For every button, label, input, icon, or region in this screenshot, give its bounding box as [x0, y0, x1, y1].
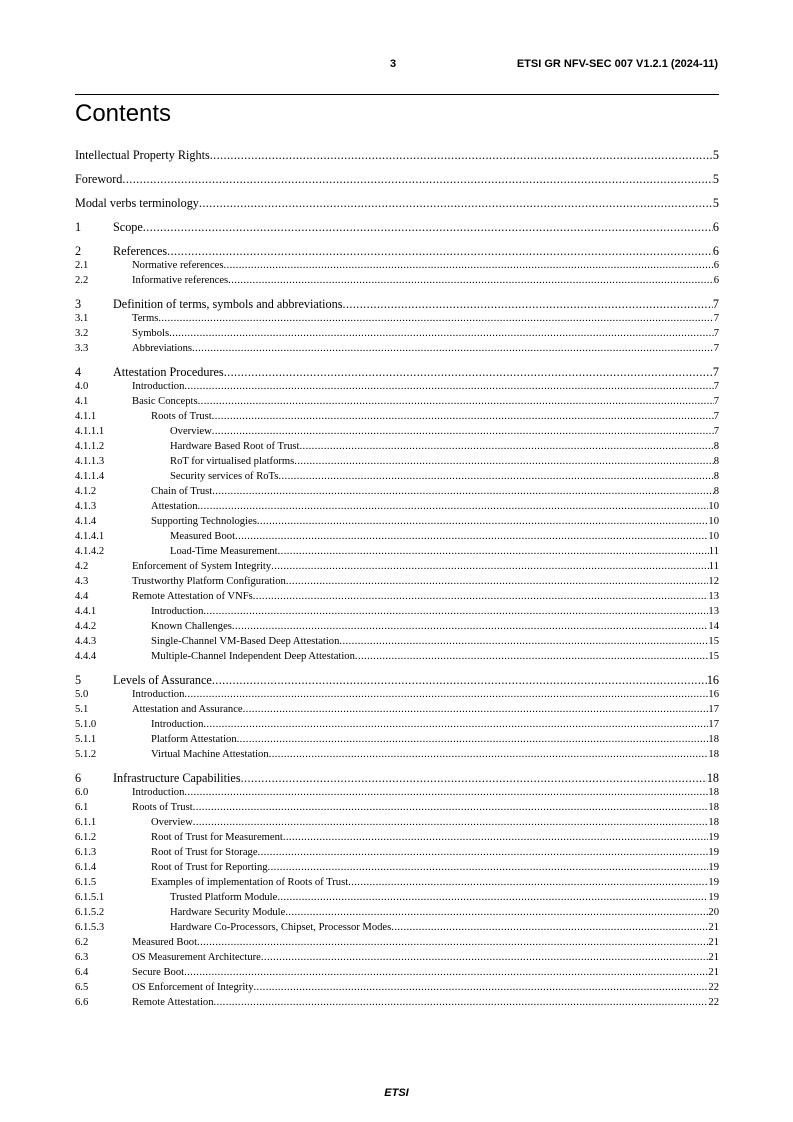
toc-entry-title: Modal verbs terminology — [75, 196, 199, 210]
toc-entry-page: 6 — [712, 244, 719, 258]
toc-entry-page: 19 — [708, 862, 719, 873]
toc-dot-leader — [343, 297, 713, 311]
toc-entry-number: 6.1.5.1 — [75, 892, 105, 903]
toc-entry-page: 5 — [712, 172, 719, 186]
toc-dot-leader — [278, 469, 713, 484]
toc-entry-number: 4.1.1 — [75, 411, 97, 422]
toc-entry-page: 7 — [713, 328, 719, 339]
toc-dot-leader — [212, 424, 714, 439]
toc-entry-title: Abbreviations — [132, 343, 193, 354]
toc-entry-number: 6.0 — [75, 787, 89, 798]
document-reference: ETSI GR NFV-SEC 007 V1.2.1 (2024-11) — [516, 58, 718, 70]
toc-entry[interactable] — [75, 559, 719, 574]
toc-entry-page: 7 — [713, 381, 719, 392]
toc-dot-leader — [199, 196, 713, 210]
toc-dot-leader — [198, 499, 709, 514]
toc-entry-number: 2.1 — [75, 260, 89, 271]
toc-entry-title: Definition of terms, symbols and abbreviations — [113, 297, 343, 311]
toc-entry[interactable] — [75, 980, 719, 995]
toc-entry-page: 15 — [708, 636, 719, 647]
toc-entry-title: Infrastructure Capabilities — [113, 771, 241, 785]
toc-entry-title: Root of Trust for Reporting — [151, 862, 268, 873]
toc-dot-leader — [355, 649, 709, 664]
toc-dot-leader — [269, 747, 709, 762]
toc-entry-page: 18 — [708, 749, 719, 760]
toc-entry[interactable] — [75, 950, 719, 965]
toc-entry[interactable] — [75, 196, 719, 210]
toc-entry-number: 5 — [75, 673, 82, 687]
toc-entry-page: 13 — [708, 591, 719, 602]
toc-entry-title: Overview — [151, 817, 193, 828]
toc-entry-number: 3 — [75, 297, 82, 311]
toc-dot-leader — [391, 920, 708, 935]
toc-entry-title: Load-Time Measurement — [170, 546, 278, 557]
toc-entry-page: 21 — [708, 922, 719, 933]
toc-entry-title: Attestation and Assurance — [132, 704, 243, 715]
toc-entry[interactable] — [75, 394, 719, 409]
toc-entry-number: 6 — [75, 771, 82, 785]
toc-entry-number: 4.4.1 — [75, 606, 97, 617]
toc-entry[interactable] — [75, 454, 719, 469]
footer-logo-text: ETSI — [384, 1087, 409, 1099]
toc-dot-leader — [158, 311, 713, 326]
toc-entry-page: 6 — [713, 275, 719, 286]
toc-entry-number: 6.1.4 — [75, 862, 97, 873]
toc-entry-number: 6.5 — [75, 982, 89, 993]
toc-entry-page: 5 — [712, 148, 719, 162]
toc-dot-leader — [198, 394, 714, 409]
toc-entry-page: 18 — [708, 802, 719, 813]
toc-entry-title: Secure Boot — [132, 967, 185, 978]
toc-entry[interactable] — [75, 514, 719, 529]
toc-entry[interactable] — [75, 619, 719, 634]
toc-entry-number: 6.6 — [75, 997, 89, 1008]
toc-dot-leader — [283, 830, 709, 845]
toc-dot-leader — [210, 148, 713, 162]
toc-entry-number: 4.1.1.1 — [75, 426, 105, 437]
toc-entry-number: 4.3 — [75, 576, 89, 587]
toc-entry-number: 2 — [75, 244, 82, 258]
toc-entry-page: 18 — [706, 771, 719, 785]
toc-entry[interactable] — [75, 326, 719, 341]
toc-dot-leader — [203, 717, 708, 732]
toc-entry-number: 5.0 — [75, 689, 89, 700]
toc-entry-number: 6.1.5.3 — [75, 922, 105, 933]
toc-entry-page: 7 — [713, 396, 719, 407]
toc-entry-title: Foreword — [75, 172, 123, 186]
toc-entry-number: 6.1.5.2 — [75, 907, 105, 918]
toc-dot-leader — [261, 950, 709, 965]
toc-entry-page: 7 — [712, 297, 719, 311]
toc-entry[interactable] — [75, 409, 719, 424]
toc-entry[interactable] — [75, 297, 719, 311]
toc-entry-number: 3.2 — [75, 328, 89, 339]
toc-entry-title: Symbols — [132, 328, 170, 339]
toc-entry[interactable] — [75, 717, 719, 732]
toc-dot-leader — [212, 484, 713, 499]
toc-dot-leader — [237, 732, 709, 747]
toc-dot-leader — [348, 875, 708, 890]
toc-entry-title: Supporting Technologies — [151, 516, 257, 527]
toc-entry-title: RoT for virtualised platforms — [170, 456, 295, 467]
toc-entry-number: 4.1.1.2 — [75, 441, 105, 452]
toc-entry-number: 4.0 — [75, 381, 89, 392]
toc-entry-page: 21 — [708, 952, 719, 963]
toc-entry-title: Measured Boot — [132, 937, 198, 948]
toc-entry-number: 5.1.1 — [75, 734, 97, 745]
toc-dot-leader — [277, 890, 708, 905]
toc-entry-page: 14 — [708, 621, 719, 632]
toc-entry-page: 7 — [713, 411, 719, 422]
toc-entry[interactable] — [75, 424, 719, 439]
toc-dot-leader — [258, 845, 709, 860]
toc-entry-title: Introduction — [132, 787, 185, 798]
toc-dot-leader — [228, 273, 714, 288]
toc-entry[interactable] — [75, 771, 719, 785]
toc-entry-number: 6.3 — [75, 952, 89, 963]
toc-entry-number: 4 — [75, 365, 82, 379]
toc-entry-title: Overview — [170, 426, 212, 437]
toc-entry[interactable] — [75, 634, 719, 649]
toc-entry-title: Root of Trust for Measurement — [151, 832, 283, 843]
toc-entry-title: Multiple-Channel Independent Deep Attestation — [151, 651, 355, 662]
toc-entry-page: 19 — [708, 847, 719, 858]
toc-dot-leader — [224, 365, 713, 379]
toc-entry[interactable] — [75, 905, 719, 920]
toc-dot-leader — [253, 589, 709, 604]
toc-entry-page: 7 — [713, 426, 719, 437]
toc-entry[interactable] — [75, 747, 719, 762]
toc-entry[interactable] — [75, 785, 719, 800]
toc-entry-number: 1 — [75, 220, 82, 234]
toc-dot-leader — [294, 454, 713, 469]
toc-entry-page: 21 — [708, 967, 719, 978]
toc-entry-title: Roots of Trust — [151, 411, 212, 422]
toc-entry-number: 6.4 — [75, 967, 89, 978]
toc-entry-page: 11 — [708, 561, 719, 572]
toc-entry-page: 18 — [708, 787, 719, 798]
toc-dot-leader — [212, 409, 714, 424]
toc-dot-leader — [169, 326, 714, 341]
toc-entry[interactable] — [75, 732, 719, 747]
toc-entry-number: 4.4 — [75, 591, 89, 602]
toc-entry-page: 22 — [708, 982, 719, 993]
toc-entry-title: Trusted Platform Module — [170, 892, 278, 903]
header-rule — [75, 94, 719, 95]
toc-entry-page: 6 — [712, 220, 719, 234]
toc-entry-page: 6 — [713, 260, 719, 271]
toc-dot-leader — [241, 771, 707, 785]
toc-entry-number: 4.4.4 — [75, 651, 97, 662]
table-of-contents — [75, 148, 719, 1010]
toc-dot-leader — [285, 905, 708, 920]
toc-entry-title: Scope — [113, 220, 143, 234]
toc-entry-page: 8 — [713, 441, 719, 452]
toc-dot-leader — [143, 220, 713, 234]
toc-entry-title: Roots of Trust — [132, 802, 193, 813]
toc-dot-leader — [193, 800, 709, 815]
toc-entry-title: Terms — [132, 313, 159, 324]
toc-entry[interactable] — [75, 589, 719, 604]
toc-entry-title: Introduction — [151, 606, 204, 617]
toc-entry[interactable] — [75, 574, 719, 589]
toc-entry-title: Hardware Security Module — [170, 907, 286, 918]
toc-entry-page: 22 — [708, 997, 719, 1008]
toc-entry-title: Introduction — [151, 719, 204, 730]
toc-dot-leader — [214, 995, 709, 1010]
toc-entry-number: 4.1.4 — [75, 516, 97, 527]
toc-entry[interactable] — [75, 890, 719, 905]
toc-entry[interactable] — [75, 341, 719, 356]
toc-entry[interactable] — [75, 220, 719, 234]
toc-entry[interactable] — [75, 935, 719, 950]
toc-entry-title: Examples of implementation of Roots of Trust — [151, 877, 349, 888]
toc-dot-leader — [167, 244, 713, 258]
toc-entry-title: Introduction — [132, 381, 185, 392]
toc-entry-title: Introduction — [132, 689, 185, 700]
toc-entry-page: 17 — [708, 704, 719, 715]
toc-spacer — [75, 288, 719, 297]
toc-entry-number: 4.1.1.4 — [75, 471, 105, 482]
toc-entry-page: 18 — [708, 817, 719, 828]
toc-dot-leader — [192, 341, 714, 356]
toc-entry-number: 4.1.1.3 — [75, 456, 105, 467]
toc-entry-page: 10 — [708, 516, 719, 527]
toc-entry-title: Hardware Co-Processors, Chipset, Processor Modes — [170, 922, 392, 933]
toc-entry[interactable] — [75, 273, 719, 288]
toc-entry-title: References — [113, 244, 168, 258]
toc-entry-page: 7 — [713, 343, 719, 354]
toc-dot-leader — [243, 702, 709, 717]
toc-entry[interactable] — [75, 365, 719, 379]
toc-entry[interactable] — [75, 529, 719, 544]
toc-entry-title: Levels of Assurance — [113, 673, 212, 687]
toc-entry-page: 11 — [708, 546, 719, 557]
toc-entry[interactable] — [75, 965, 719, 980]
toc-entry-page: 8 — [713, 486, 719, 497]
toc-entry-number: 6.2 — [75, 937, 89, 948]
toc-entry-number: 5.1 — [75, 704, 89, 715]
toc-entry-page: 8 — [713, 456, 719, 467]
toc-entry-page: 19 — [708, 877, 719, 888]
toc-entry-page: 12 — [708, 576, 719, 587]
toc-dot-leader — [232, 619, 708, 634]
toc-entry-page: 20 — [708, 907, 719, 918]
page-number: 3 — [390, 58, 397, 70]
toc-entry[interactable] — [75, 439, 719, 454]
toc-spacer — [75, 234, 719, 244]
toc-dot-leader — [203, 604, 708, 619]
toc-entry[interactable] — [75, 649, 719, 664]
toc-entry-number: 4.2 — [75, 561, 89, 572]
toc-entry[interactable] — [75, 995, 719, 1010]
toc-entry-title: Remote Attestation — [132, 997, 214, 1008]
toc-entry-page: 19 — [708, 832, 719, 843]
toc-spacer — [75, 186, 719, 196]
toc-entry-title: Virtual Machine Attestation — [151, 749, 269, 760]
toc-spacer — [75, 210, 719, 220]
toc-entry-page: 7 — [713, 313, 719, 324]
toc-entry-title: Normative references — [132, 260, 224, 271]
toc-entry-page: 8 — [713, 471, 719, 482]
toc-entry-title: Security services of RoTs — [170, 471, 279, 482]
toc-entry[interactable] — [75, 800, 719, 815]
toc-dot-leader — [339, 634, 708, 649]
toc-entry[interactable] — [75, 379, 719, 394]
toc-entry[interactable] — [75, 604, 719, 619]
toc-entry-number: 4.1.4.2 — [75, 546, 105, 557]
toc-entry-page: 10 — [708, 531, 719, 542]
toc-entry-title: OS Measurement Architecture — [132, 952, 261, 963]
toc-entry[interactable] — [75, 499, 719, 514]
toc-entry-number: 5.1.2 — [75, 749, 97, 760]
toc-entry-number: 4.4.3 — [75, 636, 97, 647]
toc-entry-number: 4.4.2 — [75, 621, 97, 632]
toc-entry-number: 4.1.2 — [75, 486, 97, 497]
toc-entry-title: Enforcement of System Integrity — [132, 561, 272, 572]
toc-entry[interactable] — [75, 484, 719, 499]
toc-entry-title: Single-Channel VM-Based Deep Attestation — [151, 636, 340, 647]
toc-entry-title: Informative references — [132, 275, 229, 286]
toc-entry[interactable] — [75, 875, 719, 890]
toc-entry[interactable] — [75, 544, 719, 559]
toc-entry[interactable] — [75, 920, 719, 935]
toc-entry-page: 10 — [708, 501, 719, 512]
toc-entry-title: Hardware Based Root of Trust — [170, 441, 300, 452]
toc-entry-number: 3.1 — [75, 313, 89, 324]
toc-entry[interactable] — [75, 311, 719, 326]
page-title: Contents — [75, 100, 172, 127]
toc-entry-title: Remote Attestation of VNFs — [132, 591, 253, 602]
toc-dot-leader — [184, 379, 713, 394]
toc-entry-title: Attestation — [151, 501, 198, 512]
toc-entry-page: 5 — [712, 196, 719, 210]
toc-entry-page: 16 — [706, 673, 719, 687]
toc-entry[interactable] — [75, 469, 719, 484]
toc-dot-leader — [235, 529, 708, 544]
toc-entry[interactable] — [75, 860, 719, 875]
toc-entry-page: 18 — [708, 734, 719, 745]
toc-entry-page: 17 — [708, 719, 719, 730]
toc-entry-title: Attestation Procedures — [113, 365, 224, 379]
toc-entry-number: 6.1 — [75, 802, 89, 813]
toc-dot-leader — [197, 935, 708, 950]
toc-entry-page: 21 — [708, 937, 719, 948]
toc-entry[interactable] — [75, 702, 719, 717]
toc-dot-leader — [212, 673, 707, 687]
toc-entry-title: OS Enforcement of Integrity — [132, 982, 254, 993]
toc-dot-leader — [223, 258, 713, 273]
toc-entry-number: 4.1 — [75, 396, 89, 407]
toc-entry-title: Chain of Trust — [151, 486, 213, 497]
toc-spacer — [75, 664, 719, 673]
toc-entry[interactable] — [75, 687, 719, 702]
toc-entry-page: 13 — [708, 606, 719, 617]
toc-entry-title: Known Challenges — [151, 621, 232, 632]
toc-dot-leader — [193, 815, 709, 830]
toc-entry[interactable] — [75, 244, 719, 258]
toc-dot-leader — [278, 544, 709, 559]
toc-entry-title: Measured Boot — [170, 531, 236, 542]
toc-entry-number: 6.1.5 — [75, 877, 97, 888]
toc-entry[interactable] — [75, 815, 719, 830]
toc-dot-leader — [271, 559, 709, 574]
toc-dot-leader — [184, 687, 708, 702]
toc-dot-leader — [268, 860, 709, 875]
toc-entry-page: 7 — [712, 365, 719, 379]
toc-spacer — [75, 356, 719, 365]
toc-entry-title: Trustworthy Platform Configuration — [132, 576, 286, 587]
toc-entry[interactable] — [75, 830, 719, 845]
toc-entry-number: 6.1.2 — [75, 832, 97, 843]
toc-dot-leader — [122, 172, 713, 186]
toc-entry-number: 4.1.3 — [75, 501, 97, 512]
toc-entry-number: 6.1.3 — [75, 847, 97, 858]
toc-entry-number: 4.1.4.1 — [75, 531, 105, 542]
toc-dot-leader — [184, 965, 708, 980]
toc-entry-number: 5.1.0 — [75, 719, 97, 730]
toc-spacer — [75, 762, 719, 771]
toc-dot-leader — [299, 439, 713, 454]
toc-entry-page: 16 — [708, 689, 719, 700]
toc-entry-page: 15 — [708, 651, 719, 662]
toc-entry-title: Intellectual Property Rights — [75, 148, 210, 162]
toc-entry[interactable] — [75, 172, 719, 186]
toc-entry[interactable] — [75, 148, 719, 162]
toc-spacer — [75, 162, 719, 172]
toc-entry[interactable] — [75, 673, 719, 687]
toc-entry-title: Basic Concepts — [132, 396, 198, 407]
toc-dot-leader — [184, 785, 708, 800]
toc-dot-leader — [257, 514, 709, 529]
toc-dot-leader — [254, 980, 709, 995]
toc-entry-title: Root of Trust for Storage — [151, 847, 258, 858]
toc-entry-title: Platform Attestation — [151, 734, 237, 745]
toc-entry-number: 3.3 — [75, 343, 89, 354]
toc-entry-page: 19 — [708, 892, 719, 903]
toc-entry-number: 6.1.1 — [75, 817, 97, 828]
toc-entry-number: 2.2 — [75, 275, 89, 286]
toc-dot-leader — [286, 574, 709, 589]
toc-entry[interactable] — [75, 258, 719, 273]
toc-entry[interactable] — [75, 845, 719, 860]
